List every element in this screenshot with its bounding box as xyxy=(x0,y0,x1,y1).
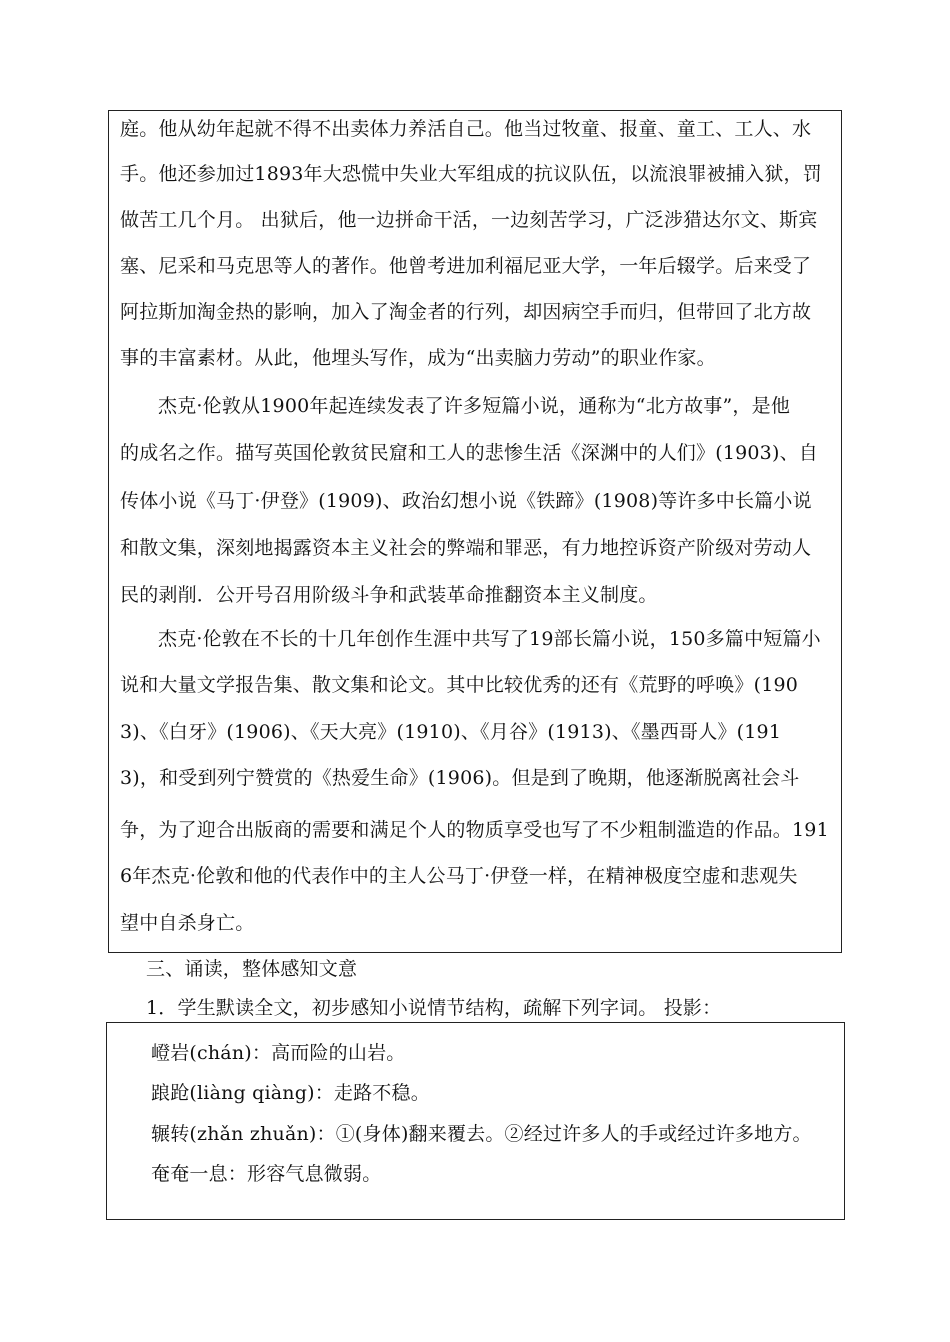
glossary-entry: 嶝岩(chán)：高而险的山岩。 xyxy=(151,1042,406,1064)
bio-paragraph-start: 杰克·伦敦在不长的十几年创作生涯中共写了19部长篇小说，150多篇中短篇小 xyxy=(158,628,821,650)
glossary-entry: 踉跄(liàng qiàng)：走路不稳。 xyxy=(151,1082,430,1104)
bio-line: 望中自杀身亡。 xyxy=(120,912,255,934)
bio-paragraph-start: 杰克·伦敦从1900年起连续发表了许多短篇小说，通称为“北方故事”，是他 xyxy=(158,395,791,417)
section-heading: 三、诵读，整体感知文意 xyxy=(146,958,358,980)
bio-line: 和散文集，深刻地揭露资本主义社会的弊端和罪恶，有力地控诉资产阶级对劳动人 xyxy=(120,537,812,559)
glossary-entry: 奄奄一息：形容气息微弱。 xyxy=(151,1163,382,1185)
bio-line: 手。他还参加过1893年大恐慌中失业大军组成的抗议队伍，以流浪罪被捕入狱，罚 xyxy=(120,163,822,185)
bio-line: 的成名之作。描写英国伦敦贫民窟和工人的悲惨生活《深渊中的人们》(1903)、自 xyxy=(120,442,818,464)
bio-line: 6年杰克·伦敦和他的代表作中的主人公马丁·伊登一样，在精神极度空虚和悲观失 xyxy=(120,865,798,887)
bio-line: 事的丰富素材。从此，他埋头写作，成为“出卖脑力劳动”的职业作家。 xyxy=(120,347,716,369)
bio-line: 民的剥削．公开号召用阶级斗争和武装革命推翻资本主义制度。 xyxy=(120,584,658,606)
instruction-text: 1．学生默读全文，初步感知小说情节结构，疏解下列字词。 投影： xyxy=(146,997,722,1019)
bio-line: 3)、《白牙》(1906)、《天大亮》(1910)、《月谷》(1913)、《墨西哥人》(191 xyxy=(120,721,782,743)
bio-line: 说和大量文学报告集、散文集和论文。其中比较优秀的还有《荒野的呼唤》(190 xyxy=(120,674,799,696)
bio-line: 庭。他从幼年起就不得不出卖体力养活自己。他当过牧童、报童、童工、工人、水 xyxy=(120,118,812,140)
bio-line: 3)，和受到列宁赞赏的《热爱生命》(1906)。但是到了晚期，他逐渐脱离社会斗 xyxy=(120,767,800,789)
bio-line: 传体小说《马丁·伊登》(1909)、政治幻想小说《铁蹄》(1908)等许多中长篇小说 xyxy=(120,490,812,512)
bio-line: 做苦工几个月。 出狱后，他一边拼命干活，一边刻苦学习，广泛涉猎达尔文、斯宾 xyxy=(120,209,818,231)
bio-line: 阿拉斯加淘金热的影响，加入了淘金者的行列，却因病空手而归，但带回了北方故 xyxy=(120,301,812,323)
glossary-entry: 辗转(zhǎn zhuǎn)：①(身体)翻来覆去。②经过许多人的手或经过许多地方。 xyxy=(151,1123,812,1145)
bio-line: 塞、尼采和马克思等人的著作。他曾考进加利福尼亚大学，一年后辍学。后来受了 xyxy=(120,255,812,277)
bio-line: 争，为了迎合出版商的需要和满足个人的物质享受也写了不少粗制滥造的作品。191 xyxy=(120,819,829,841)
